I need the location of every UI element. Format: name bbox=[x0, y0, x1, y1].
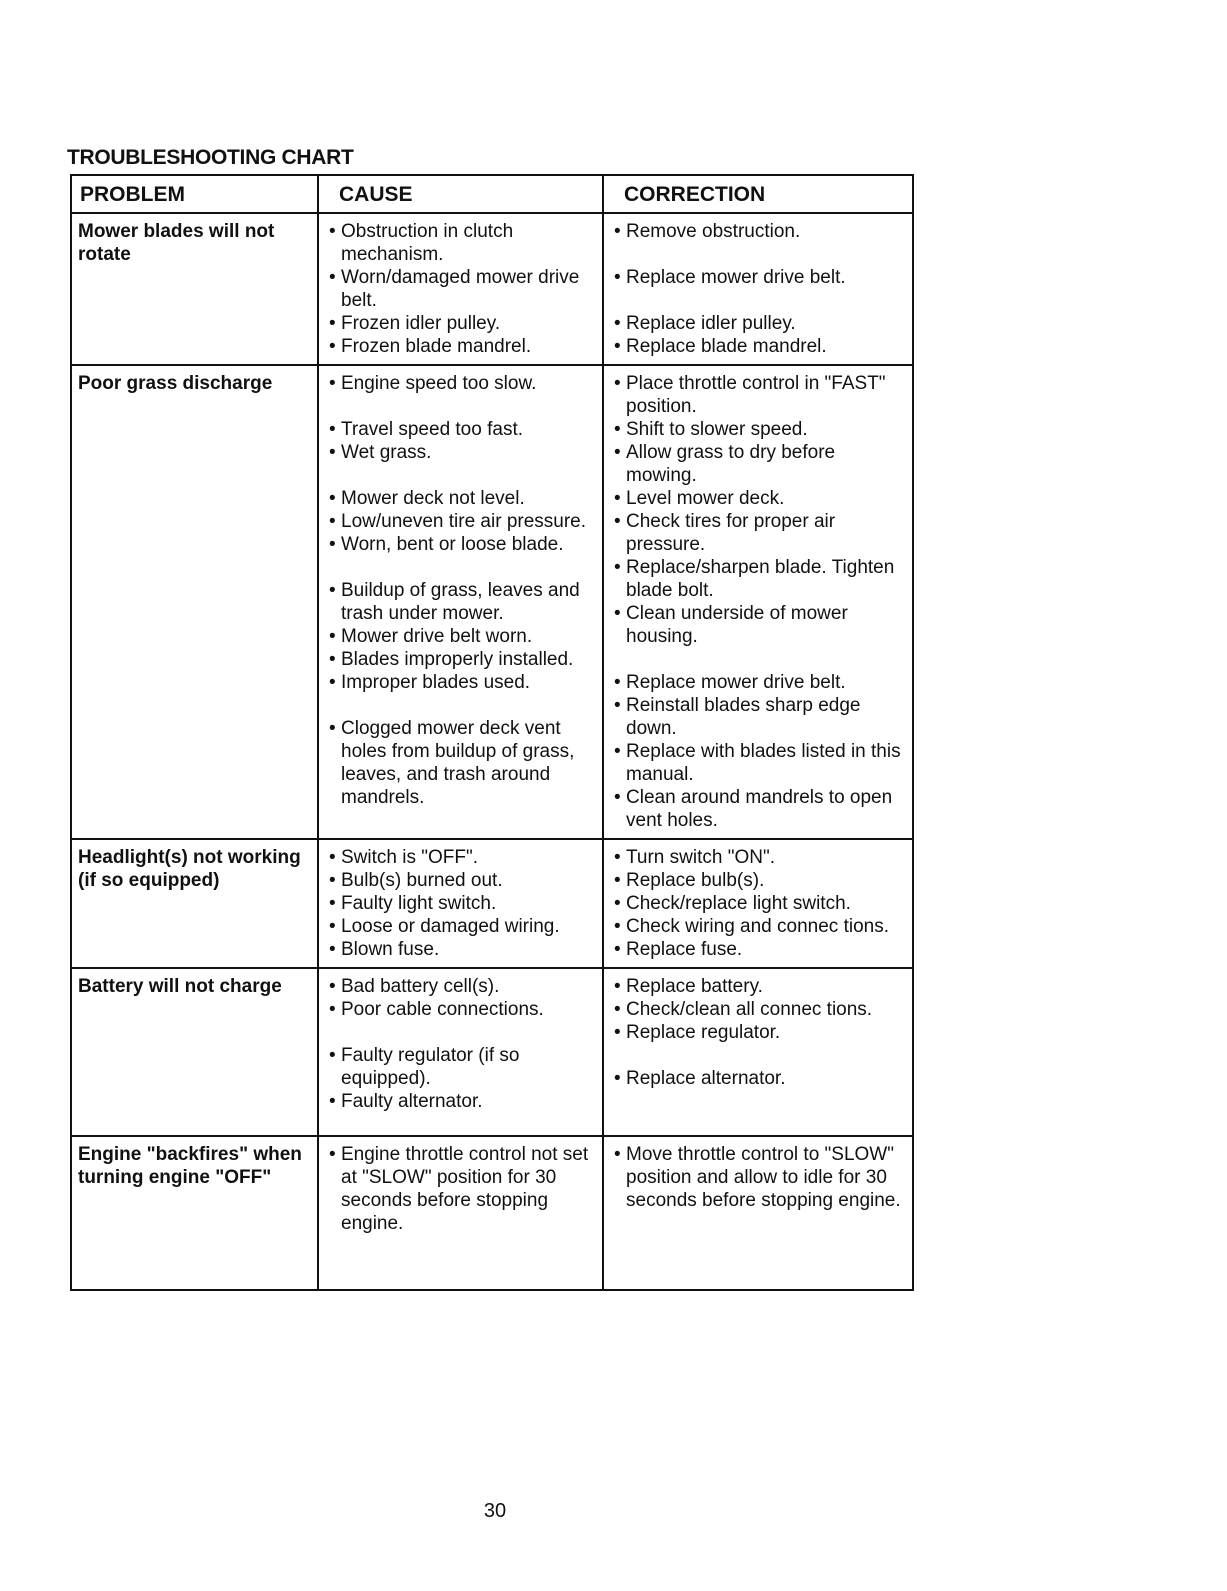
correction-header: CORRECTION bbox=[603, 176, 912, 213]
cause-item: • Bulb(s) burned out. bbox=[325, 869, 596, 892]
correction-cell bbox=[603, 213, 912, 365]
correction-cell bbox=[603, 839, 912, 968]
correction-item: • Replace regulator. bbox=[610, 1021, 906, 1044]
correction-item: • Replace alternator. bbox=[610, 1067, 906, 1090]
correction-item: • Place throttle control in "FAST" position. bbox=[610, 372, 906, 418]
problem-cell: Battery will not charge bbox=[72, 968, 318, 1136]
table-row bbox=[72, 1136, 912, 1289]
correction-item: • Remove obstruction. bbox=[610, 220, 906, 243]
cause-item: • Low/uneven tire air pressure. bbox=[325, 510, 596, 533]
header-row bbox=[72, 176, 912, 213]
cause-cell bbox=[318, 968, 603, 1136]
cause-item: • Frozen idler pulley. bbox=[325, 312, 596, 335]
chart-title: TROUBLESHOOTING CHART bbox=[67, 146, 354, 169]
cause-cell bbox=[318, 1136, 603, 1289]
cause-item: • Poor cable connections. bbox=[325, 998, 596, 1021]
correction-item: • Clean underside of mower housing. bbox=[610, 602, 906, 648]
problem-cell: Headlight(s) not working (if so equipped) bbox=[72, 839, 318, 968]
correction-item: • Check wiring and connec tions. bbox=[610, 915, 906, 938]
cause-item: • Blown fuse. bbox=[325, 938, 596, 961]
correction-item: • Replace mower drive belt. bbox=[610, 266, 906, 289]
cause-item: • Faulty alternator. bbox=[325, 1090, 596, 1113]
cause-cell bbox=[318, 213, 603, 365]
troubleshooting-table bbox=[70, 174, 914, 1291]
cause-header: CAUSE bbox=[318, 176, 603, 213]
correction-item: • Replace/sharpen blade. Tighten blade bolt. bbox=[610, 556, 906, 602]
problem-cell: Engine "backfires" when turning engine "OFF" bbox=[78, 1144, 302, 1188]
correction-item: • Allow grass to dry before mowing. bbox=[610, 441, 906, 487]
cause-item: • Obstruction in clutch mechanism. bbox=[325, 220, 596, 266]
cause-item: • Worn/damaged mower drive belt. bbox=[325, 266, 596, 312]
cause-item: • Travel speed too fast. bbox=[325, 418, 596, 441]
cause-item: • Faulty regulator (if so equipped). bbox=[325, 1044, 596, 1090]
cause-item: • Engine throttle control not set at "SLOW" position for 30 seconds before stopping engine. bbox=[325, 1143, 596, 1235]
correction-item: • Replace with blades listed in this manual. bbox=[610, 740, 906, 786]
cause-item: • Wet grass. bbox=[325, 441, 596, 464]
cause-item: • Frozen blade mandrel. bbox=[325, 335, 596, 358]
correction-item: • Replace bulb(s). bbox=[610, 869, 906, 892]
correction-cell bbox=[603, 1136, 912, 1289]
correction-item: • Check/replace light switch. bbox=[610, 892, 906, 915]
table-row bbox=[72, 213, 912, 365]
table-row bbox=[72, 839, 912, 968]
correction-item: • Check/clean all connec tions. bbox=[610, 998, 906, 1021]
correction-item: • Replace mower drive belt. bbox=[610, 671, 906, 694]
cause-item: • Improper blades used. bbox=[325, 671, 596, 694]
cause-item: • Switch is "OFF". bbox=[325, 846, 596, 869]
page-number: 30 bbox=[483, 1500, 507, 1522]
cause-item: • Buildup of grass, leaves and trash under mower. bbox=[325, 579, 596, 625]
cause-item: • Blades improperly installed. bbox=[325, 648, 596, 671]
correction-item: • Check tires for proper air pressure. bbox=[610, 510, 906, 556]
cause-item: • Faulty light switch. bbox=[325, 892, 596, 915]
correction-item: • Shift to slower speed. bbox=[610, 418, 906, 441]
cause-cell bbox=[318, 839, 603, 968]
correction-cell bbox=[603, 968, 912, 1136]
cause-item: • Mower drive belt worn. bbox=[325, 625, 596, 648]
correction-item: • Level mower deck. bbox=[610, 487, 906, 510]
cause-item: • Bad battery cell(s). bbox=[325, 975, 596, 998]
cause-cell bbox=[318, 365, 603, 839]
cause-item: • Loose or damaged wiring. bbox=[325, 915, 596, 938]
correction-item: • Move throttle control to "SLOW" position and allow to idle for 30 seconds before stopping engine. bbox=[610, 1143, 906, 1212]
table-row bbox=[72, 968, 912, 1136]
correction-item: • Replace idler pulley. bbox=[610, 312, 906, 335]
correction-item: • Turn switch "ON". bbox=[610, 846, 906, 869]
correction-item: • Replace battery. bbox=[610, 975, 906, 998]
correction-item: • Replace blade mandrel. bbox=[610, 335, 906, 358]
cause-item: • Clogged mower deck vent holes from buildup of grass, leaves, and trash around mandrels. bbox=[325, 717, 596, 809]
cause-item: • Engine speed too slow. bbox=[325, 372, 596, 395]
table-row bbox=[72, 365, 912, 839]
problem-cell: Poor grass discharge bbox=[72, 365, 318, 839]
correction-item: • Clean around mandrels to open vent holes. bbox=[610, 786, 906, 832]
cause-item: • Worn, bent or loose blade. bbox=[325, 533, 596, 556]
problem-header: PROBLEM bbox=[72, 176, 318, 213]
correction-cell bbox=[603, 365, 912, 839]
correction-item: • Replace fuse. bbox=[610, 938, 906, 961]
correction-item: • Reinstall blades sharp edge down. bbox=[610, 694, 906, 740]
problem-cell: Mower blades will not rotate bbox=[72, 213, 318, 365]
cause-item: • Mower deck not level. bbox=[325, 487, 596, 510]
